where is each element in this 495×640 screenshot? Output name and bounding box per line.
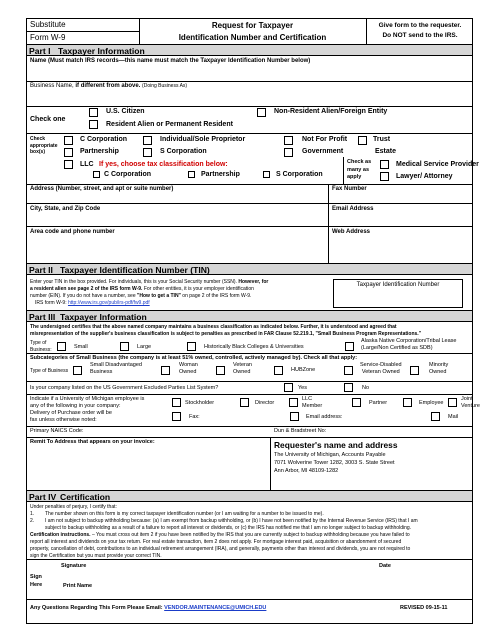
- divider: [27, 203, 472, 204]
- delivery-email-checkbox[interactable]: [290, 412, 299, 421]
- individual-checkbox[interactable]: [143, 136, 152, 145]
- divider: [27, 226, 472, 227]
- part4-header: [27, 490, 472, 502]
- revised-date: REVISED 09-15-11: [400, 605, 448, 611]
- not-for-profit-checkbox[interactable]: [284, 136, 293, 145]
- give-form-note-line1: Give form to the requester.: [378, 22, 462, 29]
- lawyer-checkbox[interactable]: [380, 172, 389, 181]
- llc-member-label: LLC Member: [302, 396, 323, 409]
- veteran-owned-label: Veteran Owned: [233, 362, 252, 375]
- cert-intro: Under penalties of perjury, I certify that:: [30, 504, 117, 510]
- hbcu-label: Historically Black Colleges & Universities: [204, 344, 304, 350]
- divider: [27, 437, 472, 438]
- business-name-field[interactable]: [30, 90, 470, 106]
- excluded-yes-checkbox[interactable]: [284, 383, 293, 392]
- part3-title: Taxpayer Information: [60, 312, 147, 322]
- type-of-small-business-label: Type of Business: [30, 368, 69, 374]
- irs-form-link[interactable]: http://www.irs.gov/pub/irs-pdf/fw9.pdf: [67, 300, 150, 306]
- divider: [270, 437, 271, 490]
- sdb-label: Small Disadvantaged Business: [90, 362, 142, 375]
- woman-owned-label: Woman Owned: [179, 362, 198, 375]
- service-disabled-label: Service-Disabled Veteran Owned: [360, 362, 402, 375]
- vendor-email-link[interactable]: VENDOR.MAINTENANCE@UMICH.EDU: [164, 605, 267, 611]
- delivery-mail-checkbox[interactable]: [431, 412, 440, 421]
- date-label: Date: [379, 563, 391, 569]
- cert-item2-line2: subject to backup withholding as a result of a failure to report all interest or dividends, or (c) the IRS has notified me that I am no longer subject to backup withholding.: [45, 525, 412, 531]
- s-corporation-checkbox[interactable]: [143, 148, 152, 157]
- divider: [27, 81, 472, 82]
- trust-checkbox[interactable]: [358, 136, 367, 145]
- excluded-no-checkbox[interactable]: [344, 383, 353, 392]
- part2-header: [27, 263, 472, 275]
- tin-box[interactable]: [333, 279, 463, 308]
- part4-label: Part IV: [29, 492, 57, 502]
- large-business-label: Large: [137, 344, 152, 350]
- llc-s-corporation-label: S Corporation: [276, 171, 323, 178]
- tin-text-line1: Enter your TIN in the box provided. For individuals, this is your Social Security number (SSN). However, for: [30, 279, 269, 285]
- lawyer-label: Lawyer/ Attorney: [396, 173, 453, 180]
- us-citizen-label: U.S. Citizen: [106, 108, 145, 115]
- tin-text-line3: number (EIN). If you do not have a number, see "How to get a TIN" on page 2 of the IRS form W-9.: [30, 293, 252, 299]
- llc-label: LLC: [80, 161, 94, 168]
- form-name-line1: Substitute: [30, 20, 66, 29]
- certification-line2: misrepresentation of the supplier's business classification is subject to penalties as prescribed in FAR Clause 52.219.1, "Small Business Program Representations.": [30, 331, 422, 337]
- divider: [27, 353, 472, 354]
- government-checkbox[interactable]: [284, 148, 293, 157]
- give-form-note-line2: Do NOT send to the IRS.: [382, 32, 458, 39]
- llc-partnership-checkbox[interactable]: [188, 171, 195, 178]
- footer-questions: Any Questions Regarding This Form Please Email: VENDOR.MAINTENANCE@UMICH.EDU: [30, 605, 267, 611]
- type-of-business-label: Type of Business:: [30, 340, 52, 353]
- requester-line3: Ann Arbor, MI 48109-1282: [274, 468, 339, 474]
- divider: [27, 106, 472, 107]
- llc-s-corporation-checkbox[interactable]: [263, 171, 270, 178]
- cert-item2-number: 2.: [30, 518, 35, 524]
- s-corporation-label: S Corporation: [160, 148, 207, 155]
- requester-title: Requester's name and address: [274, 440, 398, 450]
- individual-label: Individual/Sole Proprietor: [160, 136, 246, 143]
- divider: [343, 157, 344, 184]
- small-business-label: Small: [74, 344, 88, 350]
- c-corporation-label: C Corporation: [80, 136, 128, 143]
- phone-label: Area code and phone number: [30, 229, 115, 235]
- part1-header: [27, 44, 472, 56]
- w9-form: [26, 18, 480, 624]
- address-label: Address (Number, street, and apt or suite number): [30, 186, 174, 192]
- divider: [27, 394, 472, 395]
- llc-instruction: If yes, choose tax classification below:: [99, 161, 228, 168]
- medical-provider-label: Medical Service Provider: [396, 161, 479, 168]
- partner-checkbox[interactable]: [352, 398, 361, 407]
- medical-provider-checkbox[interactable]: [380, 160, 389, 169]
- date-field[interactable]: [397, 562, 467, 572]
- director-label: Director: [255, 400, 275, 406]
- duns-label: Dun & Bradstreet No:: [274, 428, 327, 434]
- alaska-native-label: Alaska Native Corporation/Tribal Lease (Large/Non Certified as SDB): [361, 338, 457, 351]
- requester-line2: 7071 Wolverine Tower 1282, 3003 S. State Street: [274, 460, 395, 466]
- director-checkbox[interactable]: [240, 398, 249, 407]
- us-citizen-checkbox[interactable]: [89, 108, 98, 117]
- print-name-label: Print Name: [63, 583, 93, 589]
- name-field[interactable]: [30, 65, 470, 81]
- form-name-line2: Form W-9: [30, 33, 66, 42]
- part2-label: Part II: [29, 265, 53, 275]
- employee-checkbox[interactable]: [403, 398, 412, 407]
- divider: [27, 133, 472, 134]
- form-title-line1: Request for Taxpayer: [211, 21, 294, 30]
- llc-partnership-label: Partnership: [201, 171, 240, 178]
- check-one-label: Check one: [30, 116, 66, 123]
- cert-item1: The number shown on this form is my correct taxpayer identification number (or I am waiting for a number to be issued to me).: [45, 511, 324, 517]
- umich-employee-question: Indicate if a University of Michigan employee is any of the following in your company:: [30, 396, 145, 409]
- cert-instructions-line1: Certification instructions. – You must cross out item 2 if you have been notified by the IRS that you are currently subject to backup withholding because you have failed to: [30, 532, 410, 538]
- cert-item2-line1: I am not subject to backup withholding because: (a) I am exempt from backup withholding, or (b) I have not been notified by the Internal Revenue Service (IRS) that I am: [45, 518, 418, 524]
- sdb-checkbox[interactable]: [73, 366, 82, 375]
- divider: [27, 559, 472, 560]
- naics-label: Primary NAICS Code:: [30, 428, 84, 434]
- c-corporation-checkbox[interactable]: [64, 136, 73, 145]
- delivery-mail-label: Mail: [448, 414, 459, 420]
- delivery-email-label: Email address:: [306, 414, 343, 420]
- part1-title: Taxpayer Information: [58, 46, 145, 56]
- tin-box-label: Taxpayer Identification Number: [356, 282, 440, 288]
- divider: [328, 184, 329, 264]
- part3-label: Part III: [29, 312, 56, 322]
- stockholder-checkbox[interactable]: [172, 398, 181, 407]
- alaska-native-checkbox[interactable]: [345, 342, 354, 351]
- remit-to-label: Remit To Address that appears on your invoice:: [30, 439, 155, 445]
- part1-label: Part I: [29, 46, 51, 56]
- small-business-checkbox[interactable]: [57, 342, 66, 351]
- hbcu-checkbox[interactable]: [187, 342, 196, 351]
- hubzone-checkbox[interactable]: [274, 366, 283, 375]
- part4-title: Certification: [60, 492, 111, 502]
- cert-instructions-line3: property, cancellation of debt, contributions to an individual retirement arrangement (IRA), and generally, payments other than interest and dividends, you are not required to: [30, 546, 411, 552]
- divider: [27, 31, 139, 32]
- tin-text-line2: a resident alien see page 2 of the IRS form W-9. For other entities, it is your employer identification: [30, 286, 254, 292]
- estate-label: Estate: [375, 148, 397, 155]
- print-name-field[interactable]: [102, 582, 372, 592]
- subcategories-label: Subcategories of Small Business (the company is at least 51% owned, controlled, actively managed by). Check all that apply:: [30, 355, 358, 361]
- minority-owned-checkbox[interactable]: [410, 366, 419, 375]
- excluded-parties-question: Is your company listed on the US Government Excluded Parties List System?: [30, 385, 219, 391]
- trust-label: Trust: [373, 136, 391, 143]
- llc-checkbox[interactable]: [64, 160, 73, 169]
- llc-c-corporation-checkbox[interactable]: [93, 171, 100, 178]
- email-label: Email Address: [332, 206, 374, 212]
- check-as-many-label: Check as many as apply: [347, 159, 372, 180]
- veteran-owned-checkbox[interactable]: [216, 366, 225, 375]
- form-title-line2: Identification Number and Certification: [178, 33, 327, 42]
- name-label: Name (Must match IRS records—this name must match the Taxpayer Identification Number below): [30, 58, 311, 64]
- delivery-fax-label: Fax:: [189, 414, 200, 420]
- city-label: City, State, and Zip Code: [30, 206, 101, 212]
- llc-c-corporation-label: C Corporation: [104, 171, 152, 178]
- divider: [27, 599, 472, 600]
- requester-line1: The University of Michigan, Accounts Payable: [274, 452, 386, 458]
- part2-title: Taxpayer Identification Number (TIN): [60, 265, 210, 275]
- large-business-checkbox[interactable]: [120, 342, 129, 351]
- web-label: Web Address: [332, 229, 371, 235]
- check-appropriate-label: Check appropriate box(s): [30, 136, 58, 155]
- partnership-label: Partnership: [80, 148, 119, 155]
- hubzone-label: HUBZone: [291, 367, 316, 373]
- sign-here-label: Sign Here: [30, 574, 43, 588]
- resident-alien-checkbox[interactable]: [89, 120, 98, 129]
- excluded-yes-label: Yes: [298, 385, 307, 391]
- woman-owned-checkbox[interactable]: [161, 366, 170, 375]
- minority-owned-label: Minority Owned: [429, 362, 449, 375]
- fax-label: Fax Number: [332, 186, 367, 192]
- cert-instructions-line4: sign the Certification but you must provide your correct TIN.: [30, 553, 162, 559]
- tin-text-line4: IRS form W-9: http://www.irs.gov/pub/irs-pdf/fw9.pdf: [35, 300, 150, 306]
- employee-label: Employee: [419, 400, 444, 406]
- cert-instructions-line2: report all interest and dividends on your tax return. For real estate transaction, item 2 does not apply. For mortgage interest paid, acquisition or abandonment of secured: [30, 539, 402, 545]
- divider: [27, 426, 472, 427]
- joint-venture-label: Joint Venture: [461, 396, 480, 409]
- non-resident-checkbox[interactable]: [257, 108, 266, 117]
- delivery-note: Delivery of Purchase order will be fax unless otherwise noted:: [30, 410, 112, 423]
- stockholder-label: Stockholder: [185, 400, 215, 406]
- government-label: Government: [302, 148, 344, 155]
- part3-header: [27, 310, 472, 322]
- certification-line1: The undersigned certifies that the above named company maintains a business classification as indicated below. Further, it is understood and agreed that: [30, 324, 397, 330]
- divider: [27, 184, 472, 185]
- partner-label: Partner: [369, 400, 388, 406]
- service-disabled-checkbox[interactable]: [344, 366, 353, 375]
- signature-field[interactable]: [102, 562, 372, 572]
- llc-member-checkbox[interactable]: [289, 398, 298, 407]
- partnership-checkbox[interactable]: [64, 148, 73, 157]
- business-name-label: Business Name, if different from above. (Doing Business As): [30, 83, 188, 89]
- divider: [27, 381, 472, 382]
- signature-label: Signature: [61, 563, 87, 569]
- excluded-no-label: No: [362, 385, 370, 391]
- not-for-profit-label: Not For Profit: [302, 136, 348, 143]
- joint-venture-checkbox[interactable]: [448, 398, 457, 407]
- delivery-fax-checkbox[interactable]: [172, 412, 181, 421]
- cert-item1-number: 1.: [30, 511, 35, 517]
- resident-alien-label: Resident Alien or Permanent Resident: [106, 121, 233, 128]
- non-resident-label: Non-Resident Alien/Foreign Entity: [274, 108, 388, 115]
